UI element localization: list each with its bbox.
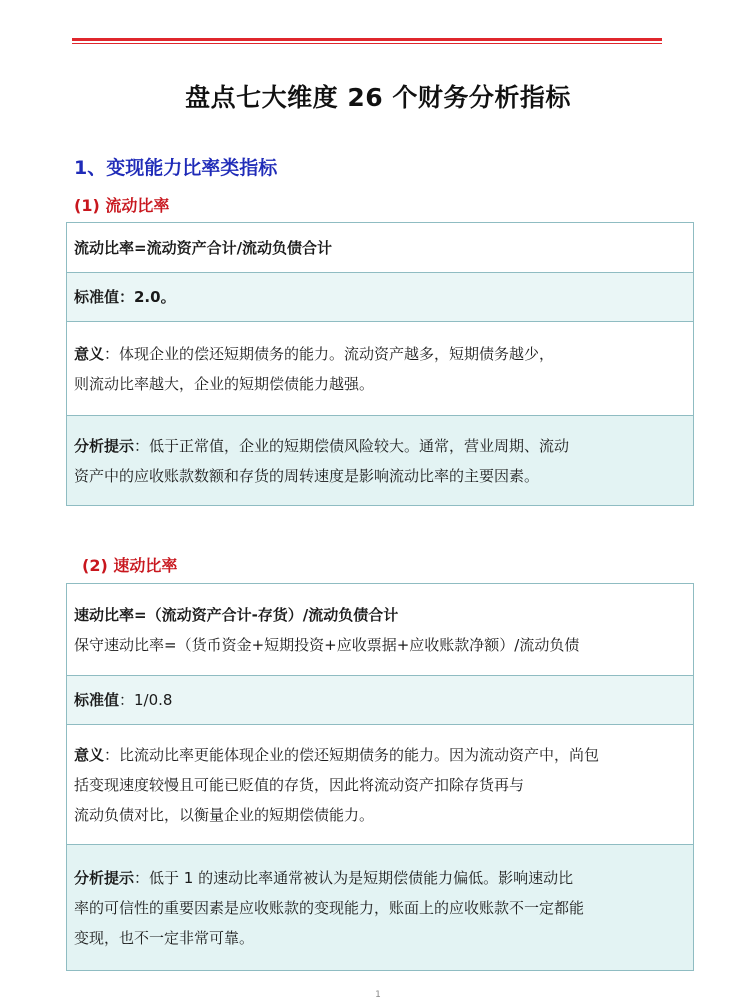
quick-ratio-formula-row	[67, 584, 693, 675]
current-ratio-formula-row	[67, 223, 693, 272]
section-title: 1、变现能力比率类指标	[74, 157, 278, 179]
current-ratio-tip-line-1	[74, 431, 686, 461]
current-ratio-standard-row	[67, 272, 693, 321]
header-rule-thin	[72, 43, 662, 44]
standard-value: ：1/0.8	[119, 691, 173, 709]
quick-ratio-meaning-line-2: 括变现速度较慢且可能已贬值的存货，因此将流动资产扣除存货再与	[74, 775, 525, 794]
quick-ratio-heading: (2) 速动比率	[82, 556, 178, 575]
quick-ratio-meaning-line-1	[74, 740, 686, 770]
conservative-quick-ratio-formula: 保守速动比率=（货币资金+短期投资+应收票据+应收账款净额）/流动负债	[74, 635, 580, 654]
current-ratio-formula: 流动比率=流动资产合计/流动负债合计	[74, 238, 333, 257]
current-ratio-tip-line-2: 资产中的应收账款数额和存货的周转速度是影响流动比率的主要因素。	[74, 466, 540, 485]
tip-label: 分析提示	[74, 436, 135, 455]
current-ratio-meaning-row	[67, 321, 693, 415]
quick-ratio-tip-row	[67, 844, 693, 970]
quick-ratio-standard	[74, 685, 686, 715]
current-ratio-meaning-line-1	[74, 339, 686, 369]
quick-ratio-formula: 速动比率=（流动资产合计-存货）/流动负债合计	[74, 605, 399, 624]
meaning-text: ：体现企业的偿还短期债务的能力。流动资产越多，短期债务越少，	[104, 344, 555, 363]
page-number: 1	[375, 990, 381, 1000]
current-ratio-tip-row	[67, 415, 693, 505]
quick-ratio-tip-line-3: 变现，也不一定非常可靠。	[74, 928, 255, 947]
quick-ratio-standard-row	[67, 675, 693, 724]
current-ratio-standard: 标准值：2.0。	[74, 288, 176, 306]
tip-label: 分析提示	[74, 868, 135, 887]
current-ratio-table	[66, 222, 694, 506]
header-rule-thick	[72, 38, 662, 41]
quick-ratio-meaning-row	[67, 724, 693, 844]
standard-label: 标准值	[74, 691, 120, 709]
current-ratio-heading: (1) 流动比率	[74, 196, 170, 215]
meaning-label: 意义	[74, 344, 105, 363]
meaning-text: ：比流动比率更能体现企业的偿还短期债务的能力。因为流动资产中，尚包	[104, 745, 600, 764]
quick-ratio-table	[66, 583, 694, 971]
tip-text: ：低于正常值，企业的短期偿债风险较大。通常，营业周期、流动	[134, 436, 570, 455]
quick-ratio-tip-line-2: 率的可信性的重要因素是应收账款的变现能力，账面上的应收账款不一定都能	[74, 898, 585, 917]
page-title: 盘点七大维度 26 个财务分析指标	[185, 83, 571, 112]
quick-ratio-meaning-line-3: 流动负债对比，以衡量企业的短期偿债能力。	[74, 805, 375, 824]
meaning-label: 意义	[74, 745, 105, 764]
current-ratio-meaning-line-2: 则流动比率越大，企业的短期偿债能力越强。	[74, 374, 375, 393]
tip-text: ：低于 1 的速动比率通常被认为是短期偿债能力偏低。影响速动比	[134, 868, 574, 887]
quick-ratio-tip-line-1	[74, 863, 686, 893]
